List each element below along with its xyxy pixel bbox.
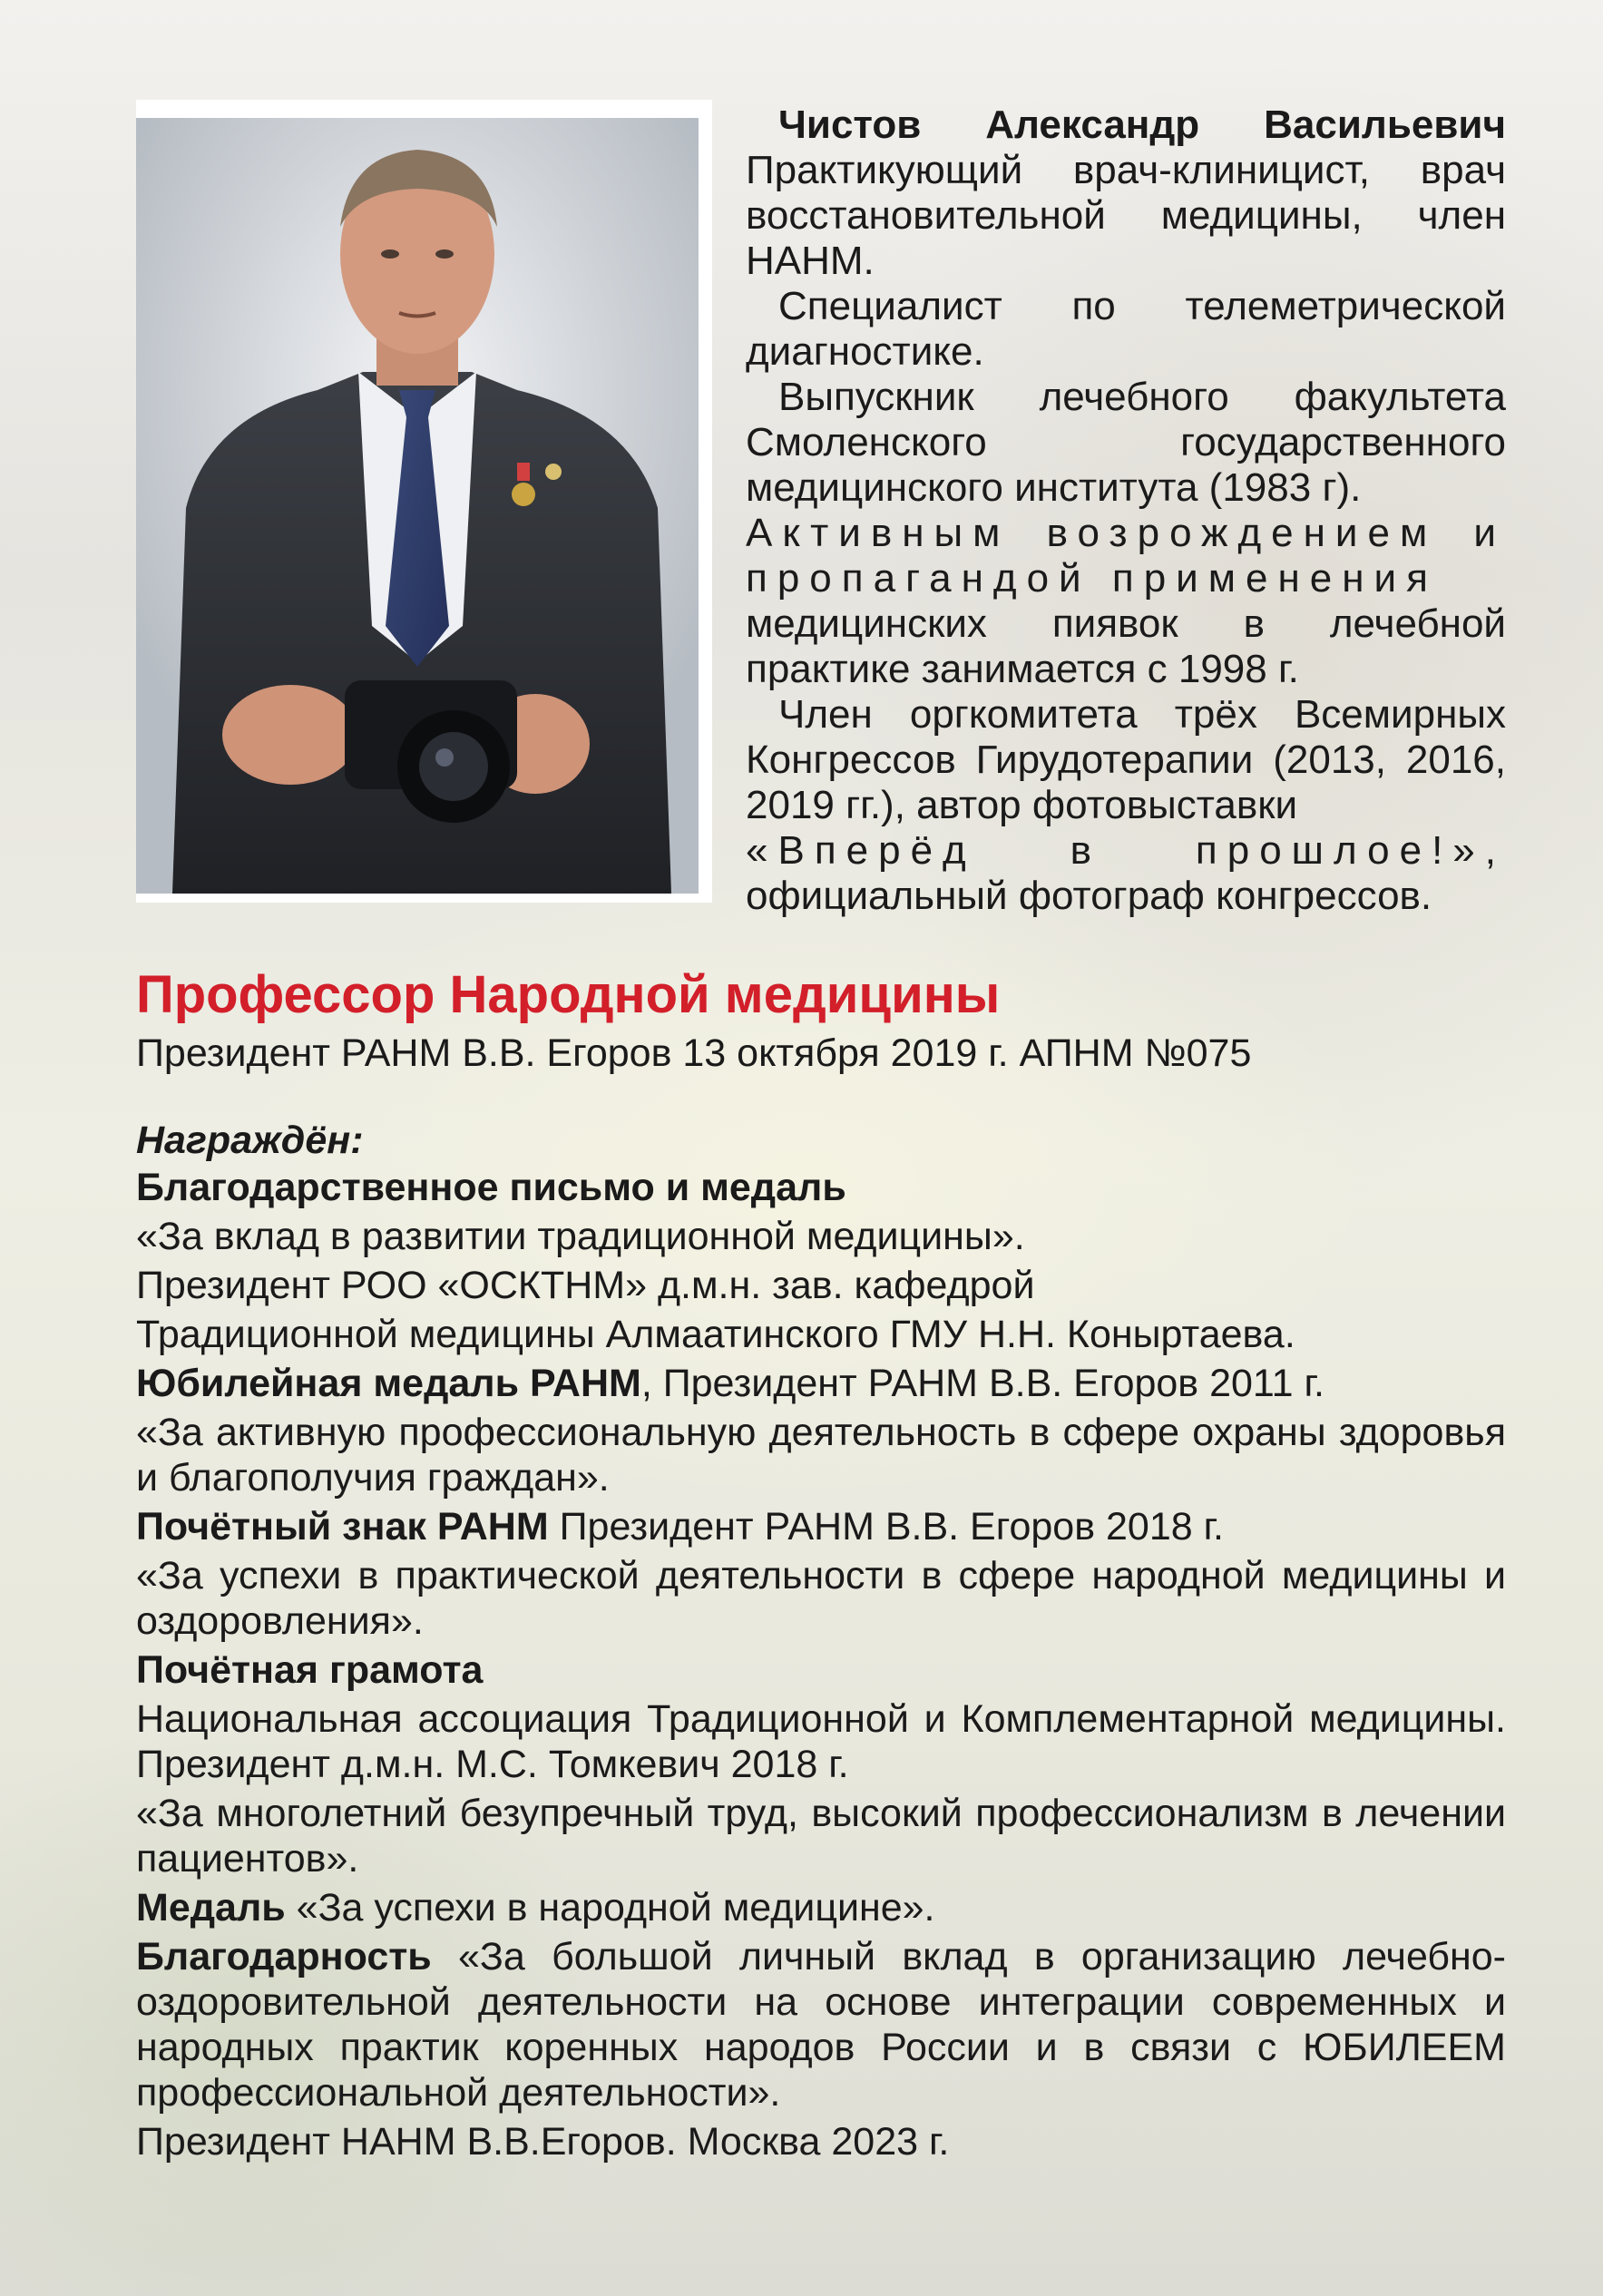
award-4-quote: «За многолетний безупречный труд, высокий профессионализм в лечении пациентов».: [136, 1792, 1506, 1881]
bio-paragraph-1: Практикующий врач-клиницист, врач восстановительной медицины, член НАНМ.: [746, 148, 1506, 283]
award-2-quote: «За активную профессиональную деятельность в сфере охраны здоровья и благополучия граждан».: [136, 1411, 1506, 1500]
award-2-issuer: , Президент РАНМ В.В. Егоров 2011 г.: [640, 1362, 1324, 1405]
portrait-photo-icon: [136, 118, 699, 894]
bio-paragraph-3: Выпускник лечебного факультета Смоленского государственного медицинского института (1983 г).: [746, 375, 1506, 510]
award-5-text: «За успехи в народной медицине».: [285, 1886, 935, 1930]
professor-title: Профессор Народной медицины: [136, 965, 1001, 1024]
award-1-title: Благодарственное письмо и медаль: [136, 1166, 846, 1209]
awards-list: [136, 1118, 1506, 2168]
award-6-title: Благодарность: [136, 1935, 432, 1978]
award-6-signature: Президент НАНМ В.В.Егоров. Москва 2023 г.: [136, 2120, 950, 2164]
award-2: [136, 1361, 1506, 1406]
award-6-text: «За большой личный вклад в организацию лечебно-оздоровительной деятельности на основе интеграции современных и народных практик коренных народов России и в связи с ЮБИЛЕЕМ профессиональной деятельности».: [136, 1935, 1506, 2115]
exhibition-title: «Вперёд в прошлое!»,: [746, 828, 1506, 873]
award-5-title: Медаль: [136, 1886, 286, 1930]
bio-paragraph-2: Специалист по телеметрической диагностике.: [746, 284, 1506, 374]
award-1-issuer-line2: Традиционной медицины Алмаатинского ГМУ Н.Н. Коныртаева.: [136, 1313, 1295, 1356]
award-3-title: Почётный знак РАНМ: [136, 1505, 549, 1549]
award-6: [136, 1934, 1506, 2115]
bio-paragraph-3-end: медицинских пиявок в лечебной практике занимается с 1998 г.: [746, 601, 1506, 691]
award-1-quote: «За вклад в развитии традиционной медицины».: [136, 1215, 1025, 1258]
bio-block: [746, 103, 1506, 919]
bio-paragraph-3-wide: Активным возрождением и пропагандой применения: [746, 511, 1506, 601]
award-4-issuer: Национальная ассоциация Традиционной и Комплементарной медицины. Президент д.м.н. М.С. Томкевич 2018 г.: [136, 1697, 1506, 1786]
awards-heading: Награждён:: [136, 1119, 364, 1162]
award-1-issuer-line1: Президент РОО «ОСКТНМ» д.м.н. зав. кафедрой: [136, 1264, 1035, 1307]
professor-title-details: Президент РАНМ В.В. Егоров 13 октября 2019 г. АПНМ №075: [136, 1031, 1252, 1075]
award-3: [136, 1504, 1506, 1549]
award-3-quote: «За успехи в практической деятельности в сфере народной медицины и оздоровления».: [136, 1554, 1506, 1643]
award-4-title: Почётная грамота: [136, 1648, 484, 1692]
bio-paragraph-4: Член оргкомитета трёх Всемирных Конгрессов Гирудотерапии (2013, 2016, 2019 гг.), автор фотовыставки: [746, 692, 1506, 827]
award-2-title: Юбилейная медаль РАНМ: [136, 1362, 641, 1405]
bio-paragraph-4-end: официальный фотограф конгрессов.: [746, 874, 1432, 918]
award-3-issuer: Президент РАНМ В.В. Егоров 2018 г.: [548, 1505, 1224, 1549]
person-name: Чистов Александр Васильевич: [778, 103, 1506, 147]
award-5: [136, 1885, 1506, 1930]
portrait-photo: [136, 118, 699, 894]
